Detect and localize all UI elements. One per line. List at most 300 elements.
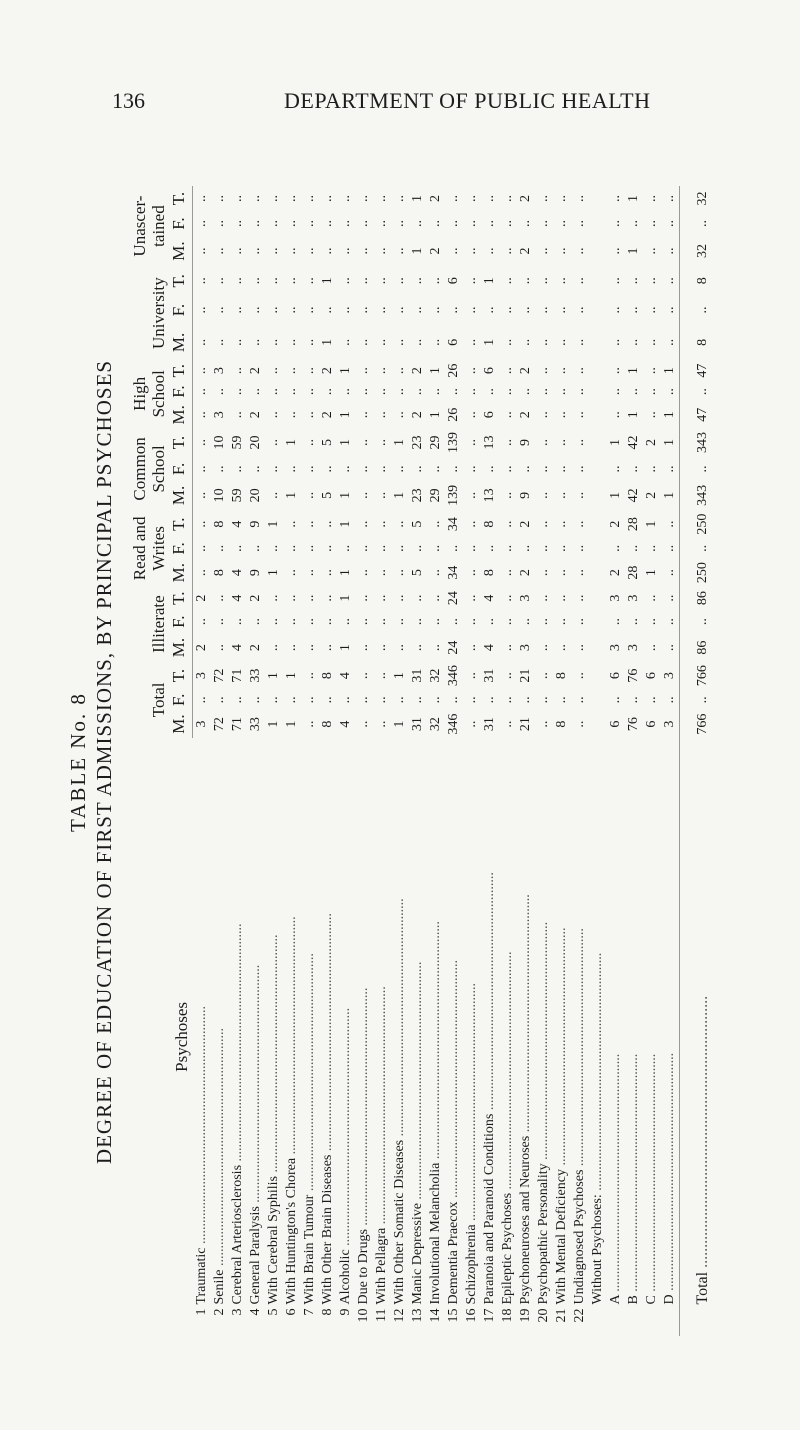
cell-value: .. bbox=[266, 220, 281, 228]
cell-value: 21 bbox=[518, 668, 533, 683]
cell-value: .. bbox=[356, 439, 371, 446]
cell-value: 766 bbox=[680, 662, 713, 690]
cell-value: .. bbox=[572, 367, 587, 375]
cell-value: 1 bbox=[338, 644, 353, 652]
cell-value: .. bbox=[536, 618, 551, 626]
sub-header: M. bbox=[170, 633, 193, 661]
cell-value: 20 bbox=[248, 488, 263, 503]
row-label: A ..... bbox=[607, 738, 625, 1305]
cell-value: .. bbox=[500, 338, 515, 346]
cell-value: .. bbox=[680, 538, 713, 559]
cell-value: .. bbox=[374, 465, 389, 473]
cell-value bbox=[589, 662, 607, 690]
cell-value: 2 bbox=[428, 195, 443, 203]
cell-value: .. bbox=[356, 195, 371, 203]
cell-value: .. bbox=[572, 672, 587, 680]
cell-value: .. bbox=[536, 220, 551, 228]
cell-value: .. bbox=[536, 696, 551, 704]
cell-value: .. bbox=[266, 388, 281, 396]
cell-value: .. bbox=[194, 465, 209, 473]
cell-value: .. bbox=[572, 465, 587, 473]
cell-value: .. bbox=[608, 306, 623, 314]
cell-value: 76 bbox=[626, 668, 641, 683]
cell-value bbox=[589, 633, 607, 661]
cell-value: .. bbox=[446, 388, 461, 396]
cell-value: 1 bbox=[608, 491, 623, 499]
row-number: 17 bbox=[482, 1308, 497, 1323]
cell-value: .. bbox=[284, 306, 299, 314]
cell-value: .. bbox=[554, 306, 569, 314]
cell-value: 9 bbox=[518, 439, 533, 446]
cell-value: .. bbox=[374, 672, 389, 680]
cell-value: .. bbox=[410, 306, 425, 314]
cell-value: .. bbox=[536, 277, 551, 285]
cell-value: .. bbox=[248, 338, 263, 346]
row-label: With Huntington's Chorea ..... bbox=[283, 738, 301, 1305]
cell-value: .. bbox=[608, 618, 623, 626]
cell-value bbox=[589, 710, 607, 738]
cell-value: .. bbox=[284, 247, 299, 255]
row-number bbox=[607, 1305, 625, 1336]
row-number: 5 bbox=[266, 1308, 281, 1316]
cell-value: .. bbox=[374, 720, 389, 728]
cell-value: 26 bbox=[446, 407, 461, 422]
cell-value: 5 bbox=[410, 520, 425, 528]
cell-value: 3 bbox=[194, 720, 209, 728]
cell-value: .. bbox=[644, 544, 659, 552]
cell-value: .. bbox=[302, 720, 317, 728]
cell-value: .. bbox=[338, 544, 353, 552]
row-label: Traumatic ..... bbox=[193, 738, 212, 1305]
table-row bbox=[283, 186, 301, 1336]
cell-value: .. bbox=[392, 544, 407, 552]
cell-value: .. bbox=[410, 618, 425, 626]
row-number: 14 bbox=[428, 1308, 443, 1323]
cell-value: 343 bbox=[680, 427, 713, 457]
cell-value: .. bbox=[608, 220, 623, 228]
cell-value: .. bbox=[572, 618, 587, 626]
cell-value: .. bbox=[644, 195, 659, 203]
cell-value: 6 bbox=[482, 367, 497, 375]
cell-value: .. bbox=[230, 306, 245, 314]
cell-value: .. bbox=[662, 618, 677, 626]
cell-value: .. bbox=[212, 465, 227, 473]
cell-value: .. bbox=[266, 277, 281, 285]
cell-value: .. bbox=[284, 644, 299, 652]
cell-value: .. bbox=[536, 672, 551, 680]
cell-value: 6 bbox=[446, 338, 461, 346]
cell-value: .. bbox=[374, 520, 389, 528]
cell-value: .. bbox=[572, 247, 587, 255]
cell-value: .. bbox=[446, 247, 461, 255]
cell-value: .. bbox=[374, 644, 389, 652]
cell-value: .. bbox=[356, 491, 371, 499]
cell-value: .. bbox=[320, 618, 335, 626]
cell-value: .. bbox=[554, 544, 569, 552]
cell-value: 1 bbox=[392, 491, 407, 499]
cell-value: .. bbox=[500, 411, 515, 419]
cell-value: .. bbox=[572, 544, 587, 552]
cell-value: .. bbox=[374, 306, 389, 314]
cell-value bbox=[589, 610, 607, 633]
cell-value: 2 bbox=[428, 247, 443, 255]
table-row bbox=[463, 186, 481, 1336]
table-title: DEGREE OF EDUCATION OF FIRST ADMISSIONS, BY PRINCIPAL PSYCHOSES bbox=[92, 359, 116, 1165]
cell-value: .. bbox=[356, 569, 371, 577]
cell-value: 29 bbox=[428, 435, 443, 450]
cell-value: 1 bbox=[662, 439, 677, 446]
cell-value bbox=[589, 325, 607, 360]
cell-value: .. bbox=[554, 594, 569, 602]
cell-value: .. bbox=[482, 195, 497, 203]
cell-value: 34 bbox=[446, 517, 461, 532]
cell-value: 59 bbox=[230, 488, 245, 503]
row-number: 11 bbox=[374, 1308, 389, 1323]
cell-value: 766 bbox=[680, 710, 713, 738]
group-header: Illiterate bbox=[149, 595, 168, 653]
cell-value: .. bbox=[338, 338, 353, 346]
cell-value bbox=[589, 295, 607, 324]
cell-value: .. bbox=[302, 491, 317, 499]
cell-value: .. bbox=[662, 544, 677, 552]
cell-value: 1 bbox=[266, 720, 281, 728]
cell-value: .. bbox=[446, 306, 461, 314]
cell-value: .. bbox=[626, 220, 641, 228]
cell-value: .. bbox=[464, 465, 479, 473]
cell-value: 1 bbox=[626, 247, 641, 255]
cell-value: .. bbox=[464, 411, 479, 419]
cell-value: .. bbox=[464, 544, 479, 552]
cell-value: .. bbox=[338, 696, 353, 704]
cell-value: .. bbox=[536, 491, 551, 499]
cell-value: .. bbox=[374, 491, 389, 499]
table-row bbox=[211, 186, 229, 1336]
cell-value: .. bbox=[392, 220, 407, 228]
cell-value: .. bbox=[194, 277, 209, 285]
cell-value: .. bbox=[536, 338, 551, 346]
cell-value: .. bbox=[662, 195, 677, 203]
cell-value: 2 bbox=[248, 367, 263, 375]
cell-value: .. bbox=[212, 544, 227, 552]
cell-value: 76 bbox=[626, 717, 641, 732]
cell-value: .. bbox=[464, 644, 479, 652]
cell-value: .. bbox=[554, 247, 569, 255]
cell-value: .. bbox=[194, 491, 209, 499]
cell-value: .. bbox=[248, 696, 263, 704]
cell-value: 6 bbox=[608, 672, 623, 680]
cell-value: 8 bbox=[320, 672, 335, 680]
cell-value: .. bbox=[662, 696, 677, 704]
cell-value: .. bbox=[320, 220, 335, 228]
cell-value: .. bbox=[284, 569, 299, 577]
cell-value: .. bbox=[302, 569, 317, 577]
cell-value: .. bbox=[266, 491, 281, 499]
cell-value: 4 bbox=[338, 720, 353, 728]
cell-value: .. bbox=[464, 247, 479, 255]
row-number: 8 bbox=[320, 1308, 335, 1316]
row-number: 6 bbox=[284, 1308, 299, 1316]
cell-value: 32 bbox=[428, 668, 443, 683]
table-row bbox=[535, 186, 553, 1336]
cell-value: .. bbox=[230, 465, 245, 473]
cell-value: .. bbox=[554, 618, 569, 626]
cell-value: .. bbox=[338, 465, 353, 473]
cell-value: .. bbox=[482, 618, 497, 626]
cell-value: .. bbox=[194, 520, 209, 528]
group-header: Total bbox=[149, 682, 168, 718]
cell-value: 2 bbox=[518, 520, 533, 528]
cell-value bbox=[589, 402, 607, 427]
cell-value: .. bbox=[572, 220, 587, 228]
cell-value: 139 bbox=[446, 432, 461, 453]
cell-value: .. bbox=[248, 618, 263, 626]
row-label: Total ..... bbox=[680, 738, 713, 1305]
cell-value: 2 bbox=[518, 367, 533, 375]
cell-value: .. bbox=[572, 644, 587, 652]
cell-value: .. bbox=[302, 672, 317, 680]
cell-value: 10 bbox=[212, 488, 227, 503]
cell-value: .. bbox=[554, 644, 569, 652]
cell-value: .. bbox=[302, 220, 317, 228]
row-label: B ..... bbox=[625, 738, 643, 1305]
cell-value: .. bbox=[338, 618, 353, 626]
cell-value: .. bbox=[518, 388, 533, 396]
cell-value bbox=[589, 458, 607, 481]
cell-value: .. bbox=[338, 220, 353, 228]
sub-header: F. bbox=[170, 381, 193, 402]
cell-value: 8 bbox=[554, 672, 569, 680]
cell-value: 2 bbox=[518, 247, 533, 255]
cell-value: .. bbox=[212, 195, 227, 203]
cell-value: 1 bbox=[284, 439, 299, 446]
cell-value: .. bbox=[356, 465, 371, 473]
cell-value: .. bbox=[500, 618, 515, 626]
cell-value: .. bbox=[410, 220, 425, 228]
cell-value: .. bbox=[212, 644, 227, 652]
cell-value: .. bbox=[356, 720, 371, 728]
cell-value: 3 bbox=[626, 594, 641, 602]
cell-value: 1 bbox=[266, 672, 281, 680]
cell-value: 86 bbox=[680, 586, 713, 610]
cell-value: .. bbox=[572, 491, 587, 499]
row-number: 2 bbox=[212, 1308, 227, 1316]
cell-value: .. bbox=[356, 220, 371, 228]
table-row bbox=[445, 186, 463, 1336]
cell-value: .. bbox=[482, 247, 497, 255]
cell-value: .. bbox=[680, 458, 713, 481]
row-number: 20 bbox=[536, 1308, 551, 1323]
cell-value: .. bbox=[266, 465, 281, 473]
cell-value: 32 bbox=[428, 717, 443, 732]
table-row bbox=[373, 186, 391, 1336]
table-number: TABLE No. 8 bbox=[66, 692, 90, 832]
row-number: 10 bbox=[356, 1308, 371, 1323]
cell-value: 33 bbox=[248, 668, 263, 683]
cell-value: 2 bbox=[410, 411, 425, 419]
cell-value: .. bbox=[608, 195, 623, 203]
cell-value: .. bbox=[464, 696, 479, 704]
cell-value: .. bbox=[302, 439, 317, 446]
cell-value: .. bbox=[392, 569, 407, 577]
cell-value: .. bbox=[374, 696, 389, 704]
cell-value: .. bbox=[392, 465, 407, 473]
cell-value: 3 bbox=[518, 644, 533, 652]
cell-value: 6 bbox=[482, 411, 497, 419]
cell-value: 5 bbox=[410, 569, 425, 577]
cell-value: .. bbox=[428, 696, 443, 704]
cell-value: .. bbox=[572, 195, 587, 203]
cell-value: .. bbox=[536, 367, 551, 375]
cell-value: 2 bbox=[194, 594, 209, 602]
cell-value: .. bbox=[518, 618, 533, 626]
cell-value: .. bbox=[320, 569, 335, 577]
cell-value: 1 bbox=[482, 277, 497, 285]
sub-header: T. bbox=[170, 186, 193, 211]
cell-value: .. bbox=[266, 594, 281, 602]
cell-value: .. bbox=[428, 388, 443, 396]
cell-value: .. bbox=[320, 594, 335, 602]
cell-value: .. bbox=[608, 465, 623, 473]
cell-value: .. bbox=[500, 306, 515, 314]
cell-value: .. bbox=[626, 618, 641, 626]
cell-value: 8 bbox=[482, 569, 497, 577]
cell-value: .. bbox=[464, 720, 479, 728]
cell-value: 31 bbox=[410, 717, 425, 732]
row-label: Epileptic Psychoses ..... bbox=[499, 738, 517, 1305]
cell-value: 31 bbox=[482, 668, 497, 683]
cell-value: .. bbox=[500, 277, 515, 285]
cell-value: 72 bbox=[212, 668, 227, 683]
cell-value: 1 bbox=[428, 367, 443, 375]
cell-value: .. bbox=[356, 544, 371, 552]
table-row bbox=[301, 186, 319, 1336]
row-label: Schizophrenia ..... bbox=[463, 738, 481, 1305]
cell-value: .. bbox=[230, 618, 245, 626]
education-table bbox=[130, 186, 712, 1336]
cell-value: .. bbox=[374, 338, 389, 346]
cell-value: 31 bbox=[482, 717, 497, 732]
cell-value: .. bbox=[554, 696, 569, 704]
cell-value: .. bbox=[392, 306, 407, 314]
cell-value: .. bbox=[500, 644, 515, 652]
cell-value: .. bbox=[554, 439, 569, 446]
cell-value: .. bbox=[374, 220, 389, 228]
row-number: 16 bbox=[464, 1308, 479, 1323]
cell-value: .. bbox=[608, 277, 623, 285]
cell-value: .. bbox=[536, 247, 551, 255]
cell-value: 1 bbox=[644, 520, 659, 528]
cell-value: 23 bbox=[410, 435, 425, 450]
cell-value: .. bbox=[554, 195, 569, 203]
row-label: Cerebral Arteriosclerosis ..... bbox=[229, 738, 247, 1305]
cell-value: 3 bbox=[662, 672, 677, 680]
cell-value: .. bbox=[500, 247, 515, 255]
cell-value: .. bbox=[680, 689, 713, 710]
cell-value: .. bbox=[536, 720, 551, 728]
table-row bbox=[517, 186, 535, 1336]
cell-value: 2 bbox=[518, 195, 533, 203]
cell-value: 8 bbox=[212, 569, 227, 577]
cell-value bbox=[589, 586, 607, 610]
cell-value: 8 bbox=[680, 266, 713, 295]
table-row bbox=[247, 186, 265, 1336]
sub-header: M. bbox=[170, 480, 193, 510]
cell-value: 1 bbox=[626, 367, 641, 375]
cell-value: 1 bbox=[392, 672, 407, 680]
cell-value: .. bbox=[230, 388, 245, 396]
cell-value: .. bbox=[374, 195, 389, 203]
cell-value: .. bbox=[572, 439, 587, 446]
table-row bbox=[589, 186, 607, 1336]
cell-value: 42 bbox=[626, 488, 641, 503]
cell-value: .. bbox=[500, 569, 515, 577]
cell-value: 2 bbox=[410, 367, 425, 375]
cell-value: 1 bbox=[410, 247, 425, 255]
cell-value: .. bbox=[464, 520, 479, 528]
cell-value: 1 bbox=[626, 195, 641, 203]
cell-value: .. bbox=[644, 220, 659, 228]
page-number: 136 bbox=[112, 88, 145, 113]
cell-value: .. bbox=[284, 195, 299, 203]
table-row bbox=[193, 186, 212, 1336]
cell-value: .. bbox=[302, 520, 317, 528]
cell-value: 72 bbox=[212, 717, 227, 732]
cell-value: .. bbox=[194, 569, 209, 577]
cell-value: .. bbox=[194, 306, 209, 314]
cell-value: .. bbox=[428, 338, 443, 346]
cell-value: 2 bbox=[194, 644, 209, 652]
cell-value: .. bbox=[662, 247, 677, 255]
cell-value: 9 bbox=[518, 491, 533, 499]
cell-value: .. bbox=[266, 195, 281, 203]
cell-value: .. bbox=[392, 388, 407, 396]
cell-value: .. bbox=[500, 465, 515, 473]
cell-value: .. bbox=[572, 594, 587, 602]
cell-value: 4 bbox=[230, 594, 245, 602]
cell-value: .. bbox=[356, 411, 371, 419]
cell-value: 346 bbox=[446, 713, 461, 735]
row-number: 9 bbox=[338, 1308, 353, 1316]
cell-value: .. bbox=[644, 696, 659, 704]
cell-value: .. bbox=[320, 644, 335, 652]
cell-value: .. bbox=[572, 411, 587, 419]
cell-value: 250 bbox=[680, 559, 713, 587]
cell-value: .. bbox=[554, 465, 569, 473]
group-header-row bbox=[130, 186, 170, 1336]
cell-value: .. bbox=[230, 195, 245, 203]
cell-value: 1 bbox=[338, 569, 353, 577]
cell-value: .. bbox=[320, 465, 335, 473]
cell-value: 8 bbox=[554, 720, 569, 728]
cell-value: .. bbox=[392, 195, 407, 203]
cell-value: .. bbox=[428, 644, 443, 652]
row-number: 13 bbox=[410, 1308, 425, 1323]
cell-value: .. bbox=[500, 720, 515, 728]
cell-value: 3 bbox=[194, 672, 209, 680]
cell-value: 29 bbox=[428, 488, 443, 503]
cell-value: 23 bbox=[410, 488, 425, 503]
cell-value: 20 bbox=[248, 435, 263, 450]
cell-value: .. bbox=[536, 544, 551, 552]
table-row bbox=[391, 186, 409, 1336]
sub-header: T. bbox=[170, 427, 193, 457]
cell-value: .. bbox=[428, 465, 443, 473]
table-row bbox=[427, 186, 445, 1336]
cell-value: .. bbox=[392, 247, 407, 255]
cell-value: 4 bbox=[230, 569, 245, 577]
cell-value: 13 bbox=[482, 488, 497, 503]
group-header: High School bbox=[130, 370, 168, 418]
